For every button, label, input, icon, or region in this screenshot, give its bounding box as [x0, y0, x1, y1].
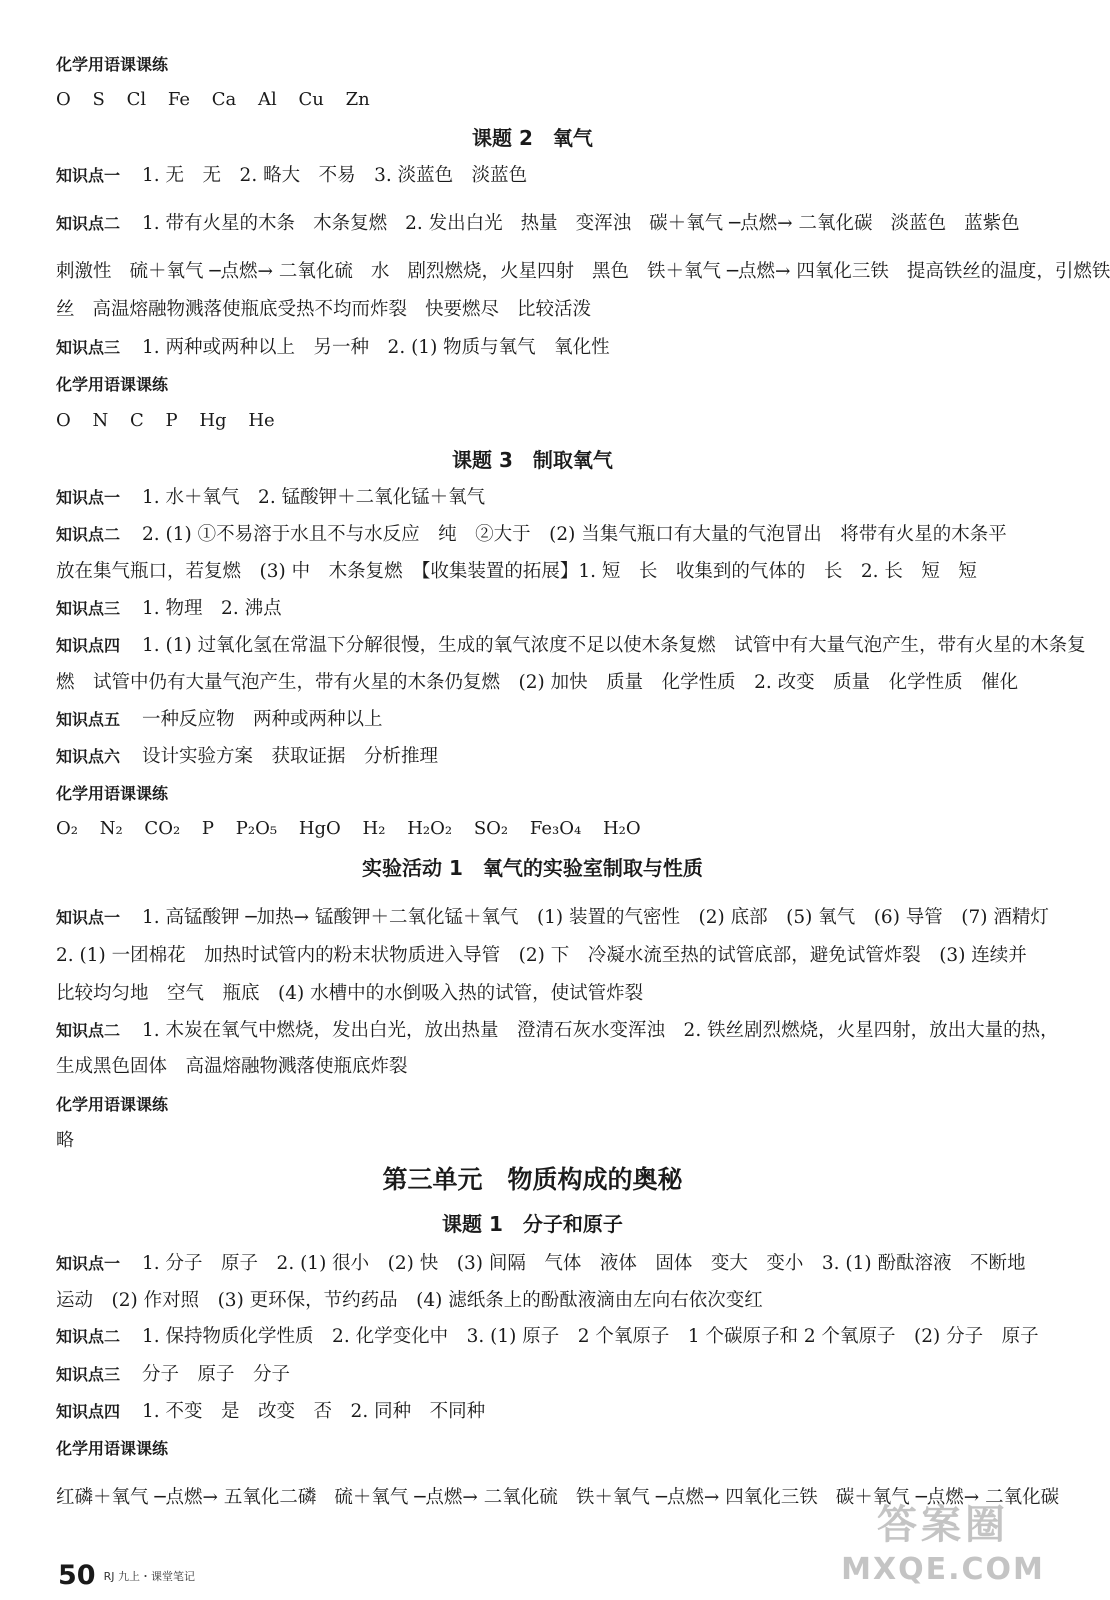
chemical-formula: Fe₃O₄: [529, 818, 582, 839]
answer-text: 1. 无 无 2. 略大 不易 3. 淡蓝色 淡蓝色: [142, 165, 528, 186]
chemical-formula: P₂O₅: [235, 818, 278, 839]
element-symbol: Fe: [167, 89, 191, 110]
chemical-formula: CO₂: [144, 818, 181, 839]
knowledge-point-label: 知识点二: [56, 1021, 121, 1040]
knowledge-point-label: 知识点三: [56, 338, 121, 357]
knowledge-point: [56, 906, 1049, 930]
answer-text: 快要燃尽: [425, 299, 500, 320]
knowledge-point-label: 知识点一: [56, 166, 121, 185]
knowledge-point: [56, 486, 1033, 510]
practice-header: 化学用语课课练: [56, 375, 169, 394]
knowledge-point: [56, 1325, 1039, 1349]
practice-header: 化学用语课课练: [56, 1439, 169, 1458]
answer-text: 比较活泼: [517, 299, 592, 320]
answer-line: 生成黑色固体 高温熔融物溅落使瓶底炸裂: [56, 1056, 408, 1077]
knowledge-point-label: 知识点二: [56, 214, 121, 233]
knowledge-point-label: 知识点四: [56, 1402, 121, 1421]
element-symbol: P: [165, 410, 178, 431]
knowledge-point-label: 知识点四: [56, 636, 121, 655]
element-symbol-list: [56, 409, 291, 433]
answer-text: 设计实验方案 获取证据 分析推理: [142, 746, 439, 767]
knowledge-point-label: 知识点二: [56, 1327, 121, 1346]
answer-text: 丝: [56, 299, 75, 320]
answer-text: 2. 发出白光: [405, 213, 503, 234]
element-symbol: Hg: [199, 410, 227, 431]
answer-line: 运动 (2) 作对照 (3) 更环保，节约药品 (4) 滤纸条上的酚酞液滴由左向右依次变红: [56, 1290, 763, 1311]
practice-header: 化学用语课课练: [56, 784, 169, 803]
lesson-title: 课题 2 氧气: [472, 126, 593, 150]
knowledge-point: [56, 597, 1033, 621]
watermark: [833, 1498, 1053, 1594]
answer-text: 2. (1) ①不易溶于水且不与水反应 纯 ②大于 (2) 当集气瓶口有大量的气泡冒出 将带有火星的木条平: [142, 524, 1007, 545]
knowledge-point: [56, 708, 1033, 732]
answer-text: 1. 不变 是 改变 否 2. 同种 不同种: [142, 1401, 486, 1422]
answer-text: 热量: [520, 213, 558, 234]
element-symbol: Cl: [126, 89, 147, 110]
element-symbol: S: [92, 89, 105, 110]
knowledge-point: [56, 336, 1033, 360]
answer-text: 1. 分子 原子 2. (1) 很小 (2) 快 (3) 间隔 气体 液体 固体 变大 变小 3. (1) 酚酞溶液 不断地: [142, 1253, 1026, 1274]
element-symbol: N: [92, 410, 109, 431]
knowledge-point-label: 知识点六: [56, 747, 121, 766]
answer-text: 略: [56, 1130, 74, 1151]
lesson-title: 实验活动 1 氧气的实验室制取与性质: [362, 856, 703, 880]
element-symbol-list: [56, 88, 386, 112]
answer-text: 1. (1) 过氧化氢在常温下分解很慢，生成的氧气浓度不足以使木条复燃 试管中有大量气泡产生，带有火星的木条复: [142, 635, 1086, 656]
lesson-title: 课题 1 分子和原子: [442, 1212, 623, 1236]
answer-text: 1. 水＋氧气 2. 锰酸钾＋二氧化锰＋氧气: [142, 487, 486, 508]
knowledge-point-label: 知识点三: [56, 599, 121, 618]
reaction-equation: 硫＋氧气 ─点燃→ 二氧化硫: [334, 1487, 558, 1508]
unit-title: 第三单元 物质构成的奥秘: [382, 1165, 683, 1194]
element-symbol: C: [129, 410, 144, 431]
answer-line: 2. (1) 一团棉花 加热时试管内的粉末状物质进入导管 (2) 下 冷凝水流至热的试管底部，避免试管炸裂 (3) 连续并: [56, 945, 1027, 966]
reaction-equation: 铁＋氧气 ─点燃→ 四氧化三铁: [646, 261, 889, 282]
book-title: RJ 九上・课堂笔记: [103, 1569, 195, 1583]
answer-text: 蓝紫色: [964, 213, 1020, 234]
chemical-formula: H₂: [362, 818, 386, 839]
chemical-formula: SO₂: [473, 818, 509, 839]
chemical-formula: H₂O₂: [407, 818, 453, 839]
element-symbol: O: [56, 410, 71, 431]
element-symbol: O: [56, 89, 71, 110]
chemical-formula-list: [56, 817, 657, 841]
knowledge-point-label: 知识点一: [56, 908, 121, 927]
lesson-title: 课题 3 制取氧气: [452, 448, 613, 472]
element-symbol: Cu: [298, 89, 324, 110]
knowledge-point: [56, 1252, 1033, 1276]
answer-text: 高温熔融物溅落使瓶底受热不均而炸裂: [92, 299, 408, 320]
knowledge-point-label: 知识点一: [56, 488, 121, 507]
element-symbol: Al: [258, 89, 277, 110]
answer-line: 燃 试管中仍有大量气泡产生，带有火星的木条仍复燃 (2) 加快 质量 化学性质 2. 改变 质量 化学性质 催化: [56, 672, 1019, 693]
knowledge-point: [56, 634, 1086, 658]
page-number: 50: [58, 1560, 96, 1591]
answer-text: 一种反应物 两种或两种以上: [142, 709, 383, 730]
knowledge-point: [56, 745, 1033, 769]
answer-text: 淡蓝色: [890, 213, 947, 234]
reaction-equation: 硫＋氧气 ─点燃→ 二氧化硫: [129, 261, 353, 282]
knowledge-point: [56, 1400, 1033, 1424]
element-symbol: Zn: [345, 89, 370, 110]
answer-line: 比较均匀地 空气 瓶底 (4) 水槽中的水倒吸入热的试管，使试管炸裂: [56, 983, 644, 1004]
answer-text: 1. 保持物质化学性质 2. 化学变化中 3. (1) 原子 2 个氧原子 1 个碳原子和 2 个氧原子 (2) 分子 原子: [142, 1326, 1039, 1347]
watermark-logo-text: 答案圈: [877, 1502, 1009, 1548]
element-symbol: Ca: [211, 89, 237, 110]
answer-text: 黑色: [591, 261, 629, 282]
watermark-url: MXQE.COM: [841, 1552, 1045, 1587]
answer-line: [56, 298, 1033, 322]
answer-text: 1. 两种或两种以上 另一种 2. (1) 物质与氧气 氧化性: [142, 337, 610, 358]
answer-text: 1. 高锰酸钾 ─加热→ 锰酸钾＋二氧化锰＋氧气 (1) 装置的气密性 (2) 底部 (5) 氧气 (6) 导管 (7) 酒精灯: [142, 907, 1049, 928]
chemical-formula: O₂: [56, 818, 78, 839]
element-symbol: He: [248, 410, 275, 431]
answer-text: 提高铁丝的温度，引燃铁: [906, 261, 1110, 282]
answer-text: 分子 原子 分子: [142, 1364, 291, 1385]
reaction-equation: 红磷＋氧气 ─点燃→ 五氧化二磷: [56, 1487, 317, 1508]
chemical-formula: HgO: [298, 818, 341, 839]
answer-text: 1. 带有火星的木条: [142, 213, 296, 234]
knowledge-point: [56, 164, 1033, 188]
answer-line: [56, 260, 1110, 284]
chemical-formula: N₂: [99, 818, 123, 839]
answer-text: 变浑浊: [575, 213, 632, 234]
knowledge-point: [56, 1363, 1033, 1387]
knowledge-point: [56, 1019, 1059, 1043]
chemical-formula: P: [201, 818, 215, 839]
answer-line: 放在集气瓶口，若复燃 (3) 中 木条复燃 【收集装置的拓展】1. 短 长 收集到的气体的 长 2. 长 短 短: [56, 561, 977, 582]
practice-header: 化学用语课课练: [56, 55, 169, 74]
knowledge-point: [56, 212, 1033, 236]
answer-text: 水: [370, 261, 390, 282]
reaction-equation: 碳＋氧气 ─点燃→ 二氧化碳: [835, 1487, 1060, 1508]
answer-text: 剧烈燃烧，火星四射: [407, 261, 574, 282]
answer-text: 1. 物理 2. 沸点: [142, 598, 282, 619]
knowledge-point-label: 知识点一: [56, 1254, 121, 1273]
reaction-equation: 铁＋氧气 ─点燃→ 四氧化三铁: [575, 1487, 818, 1508]
answer-text: 1. 木炭在氧气中燃烧，发出白光，放出热量 澄清石灰水变浑浊 2. 铁丝剧烈燃烧，火星四射，放出大量的热，: [142, 1020, 1059, 1041]
practice-header: 化学用语课课练: [56, 1095, 169, 1114]
answer-text: 木条复燃: [313, 213, 388, 234]
chemical-formula: H₂O: [602, 818, 641, 839]
knowledge-point-label: 知识点五: [56, 710, 121, 729]
page-footer: [58, 1560, 195, 1594]
knowledge-point-label: 知识点三: [56, 1365, 121, 1384]
knowledge-point: [56, 523, 1033, 547]
answer-text: 刺激性: [56, 261, 112, 282]
reaction-equation: 碳＋氧气 ─点燃→ 二氧化碳: [649, 213, 873, 234]
knowledge-point-label: 知识点二: [56, 525, 121, 544]
